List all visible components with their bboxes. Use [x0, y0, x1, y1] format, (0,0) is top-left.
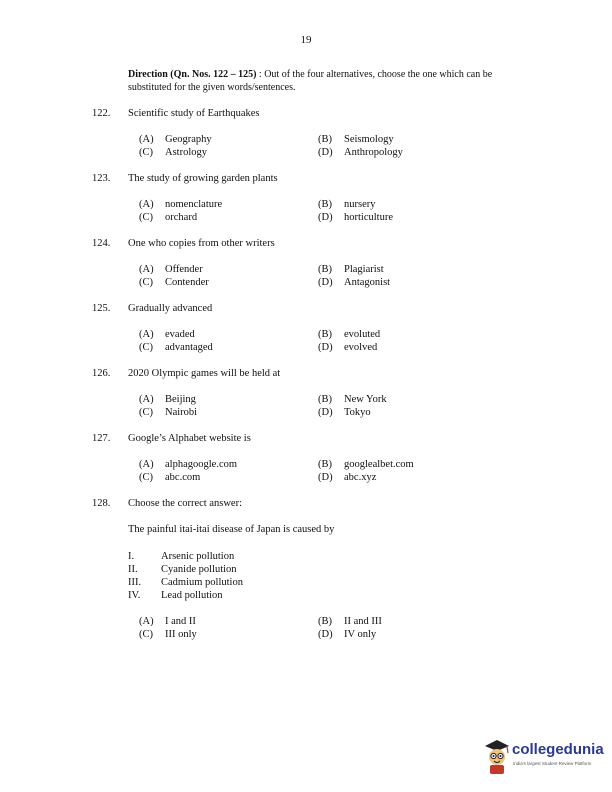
option-c: (C) Contender	[139, 277, 209, 288]
option-d: (D) horticulture	[318, 212, 393, 223]
option-c: (C) orchard	[139, 212, 198, 223]
collegedunia-logo	[482, 737, 607, 777]
option-b: (B) New York	[318, 394, 387, 405]
question-text: The study of growing garden plants	[128, 173, 278, 184]
question-number: 126.	[92, 368, 111, 379]
option-c: (C) advantaged	[139, 342, 213, 353]
option-b: (B) Plagiarist	[318, 264, 384, 275]
question-number: 122.	[92, 108, 111, 119]
option-d: (D) Anthropology	[318, 147, 403, 158]
question-number: 128.	[92, 498, 111, 509]
question-number: 125.	[92, 303, 111, 314]
option-d: (D) Tokyo	[318, 407, 371, 418]
question-number: 123.	[92, 173, 111, 184]
option-b: (B) II and III	[318, 616, 382, 627]
question-text: Scientific study of Earthquakes	[128, 108, 260, 119]
option-c: (C) Astrology	[139, 147, 207, 158]
option-d: (D) abc.xyz	[318, 472, 377, 483]
option-b: (B) nursery	[318, 199, 376, 210]
direction-text	[128, 68, 528, 94]
question-text: Google’s Alphabet website is	[128, 433, 251, 444]
question-number: 124.	[92, 238, 111, 249]
question-text: Choose the correct answer:	[128, 498, 242, 509]
option-c: (C) Nairobi	[139, 407, 198, 418]
option-a: (A) alphagoogle.com	[139, 459, 238, 470]
option-b: (B) Seismology	[318, 134, 394, 145]
option-a: (A) I and II	[139, 616, 196, 627]
logo-tagline: India's largest Student Review Platform	[513, 761, 592, 766]
question-text: Gradually advanced	[128, 303, 213, 314]
page-number: 19	[300, 34, 312, 46]
option-a: (A) evaded	[139, 329, 195, 340]
option-c: (C) III only	[139, 629, 197, 640]
direction-heading: Direction (Qn. Nos. 122 – 125)	[128, 69, 257, 80]
direction-body: : Out of the four alternatives, choose the one which can be substituted for the given words/sentences.	[128, 69, 493, 93]
option-a: (A) Geography	[139, 134, 212, 145]
question-text: 2020 Olympic games will be held at	[128, 368, 281, 379]
option-b: (B) evoluted	[318, 329, 381, 340]
question-number: 127.	[92, 433, 111, 444]
option-a: (A) nomenclature	[139, 199, 223, 210]
option-c: (C) abc.com	[139, 472, 201, 483]
question-text: One who copies from other writers	[128, 238, 275, 249]
option-d: (D) IV only	[318, 629, 377, 640]
option-a: (A) Beijing	[139, 394, 196, 405]
option-d: (D) Antagonist	[318, 277, 391, 288]
option-b: (B) googlealbet.com	[318, 459, 414, 470]
graduate-mascot-icon	[482, 737, 512, 777]
logo-wordmark: collegedunia	[512, 741, 604, 758]
question-subtext: The painful itai-itai disease of Japan is caused by	[128, 524, 335, 535]
statement-list: I. Arsenic pollution II. Cyanide pollution III. Cadmium pollution IV. Lead pollution	[128, 551, 243, 601]
option-d: (D) evolved	[318, 342, 378, 353]
option-a: (A) Offender	[139, 264, 203, 275]
